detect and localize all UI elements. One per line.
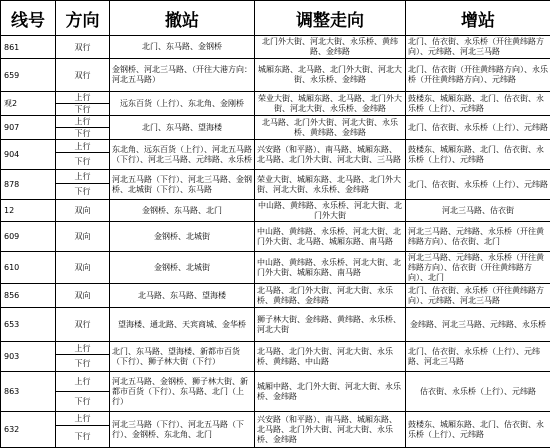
direction-up: 上行 xyxy=(56,116,110,128)
adjusted-route-text: 兴安路（和平路）、南马路、城厢东路、北马路、北门外大街、河北大街、永乐桥、金纬路 xyxy=(257,415,403,445)
removed-stops: 金钢桥、北城街 xyxy=(110,222,255,252)
route-number: 878 xyxy=(1,170,56,200)
removed-stops: 望海楼、通北路、天宾商城、金华桥 xyxy=(110,308,255,342)
removed-stops: 金钢桥、东马路、北门 xyxy=(110,200,255,222)
route-number: 610 xyxy=(1,252,56,284)
direction-up: 上行 xyxy=(56,372,110,392)
route-number: 904 xyxy=(1,140,56,170)
adjusted-route: 北马路、北门外大街、河北大街、永乐桥、黄纬路、金纬路 xyxy=(255,284,406,308)
added-stops: 河北三马路、元纬路、永乐桥（开往黄纬路方向）、估衣街（开往黄纬路方向）、北门 xyxy=(406,252,550,284)
added-stops: 北门、估衣街、永乐桥（上行）、元纬路 xyxy=(406,116,550,140)
removed-stops: 金钢桥、河北三马路、（开往大港方向：河北五马路） xyxy=(110,59,255,92)
removed-stops-text: 北门、东马路、望海楼、新都市百货（下行）、狮子林大街（下行） xyxy=(112,347,252,367)
removed-stops: 北门、东马路、金钢桥 xyxy=(110,36,255,59)
table-row xyxy=(1,412,550,426)
route-number: 观2 xyxy=(1,92,56,116)
direction: 双向 xyxy=(56,222,110,252)
added-stops: 河北三马路、估衣街 xyxy=(406,200,550,222)
removed-stops: 金钢桥、北城街 xyxy=(110,252,255,284)
header-removed: 撤站 xyxy=(110,1,255,36)
table-row xyxy=(1,284,550,308)
direction-up: 上行 xyxy=(56,92,110,104)
table-row xyxy=(1,252,550,284)
header-row xyxy=(1,1,550,36)
adjusted-route: 中山路、黄纬路、永乐桥、河北大街、北门外大街 xyxy=(255,200,406,222)
route-number: 12 xyxy=(1,200,56,222)
direction-down: 下行 xyxy=(56,355,110,372)
direction: 双向 xyxy=(56,252,110,284)
added-stops: 鼓楼东、城厢东路、北门、估衣街、永乐桥（上行）、元纬路 xyxy=(406,92,550,116)
table-row xyxy=(1,308,550,342)
adjusted-route: 狮子林大街、金纬路、黄纬路、永乐桥、河北大街 xyxy=(255,308,406,342)
added-stops: 河北三马路、元纬路、永乐桥（开往黄纬路方向）、估衣街、北门 xyxy=(406,222,550,252)
table-row xyxy=(1,170,550,184)
removed-stops: 河北三马路（下行）、河北五马路（下行）、金钢桥、东北角、北门 xyxy=(110,412,255,448)
added-stops: 鼓楼东、城厢东路、北门、估衣街、永乐桥（上行）、元纬路 xyxy=(406,412,550,448)
route-number: 856 xyxy=(1,284,56,308)
route-number: 609 xyxy=(1,222,56,252)
direction: 双向 xyxy=(56,284,110,308)
adjusted-route: 中山路、黄纬路、永乐桥、河北大街、北门外大街、北马路、城厢东路、南马路 xyxy=(255,222,406,252)
route-number: 907 xyxy=(1,116,56,140)
header-adjusted: 调整走向 xyxy=(255,1,406,36)
adjusted-route xyxy=(255,412,406,448)
direction-up: 上行 xyxy=(56,170,110,184)
added-stops: 北门、估衣街、永乐桥（上行）、元纬路、河北三马路 xyxy=(406,342,550,372)
removed-stops: 北马路、东马路、望海楼 xyxy=(110,284,255,308)
header-direction: 方向 xyxy=(56,1,110,36)
removed-stops xyxy=(110,140,255,170)
adjusted-route: 荣业大街、城厢东路、北马路、北门外大街、河北大街、永乐桥、金纬路 xyxy=(255,170,406,200)
route-number: 863 xyxy=(1,372,56,412)
direction-down: 下行 xyxy=(56,392,110,412)
table-row xyxy=(1,200,550,222)
added-stops: 金纬路、河北三马路、元纬路、永乐桥 xyxy=(406,308,550,342)
table-row xyxy=(1,116,550,128)
adjusted-route: 荣业大街、城厢东路、北马路、北门外大街、河北大街、永乐桥、金纬路 xyxy=(255,92,406,116)
table-row xyxy=(1,222,550,252)
direction-up: 上行 xyxy=(56,342,110,355)
added-stops: 鼓楼东、城厢东路、北门、估衣街、永乐桥（上行）、元纬路 xyxy=(406,140,550,170)
table-row xyxy=(1,59,550,92)
removed-stops: 河北五马路（下行）、河北三马路、金钢桥、北城街（下行）、东马路 xyxy=(110,170,255,200)
header-route: 线号 xyxy=(1,1,56,36)
table-row xyxy=(1,140,550,153)
adjusted-route: 北马路、北门外大街、河北大街、永乐桥、黄纬路、中山路 xyxy=(255,342,406,372)
route-number: 659 xyxy=(1,59,56,92)
adjusted-route: 北门外大街、河北大街、永乐桥、黄纬路、金纬路 xyxy=(255,36,406,59)
direction: 双向 xyxy=(56,200,110,222)
added-stops: 北门、估衣街（开往黄纬路方向）、永乐桥（开往黄纬路方向）、元纬路 xyxy=(406,59,550,92)
adjusted-route: 城厢东路、北马路、北门外大街、河北大街、永乐桥、金纬路 xyxy=(255,59,406,92)
added-stops: 北门、估衣街、永乐桥（开往黄纬路方向）、元纬路、河北三马路 xyxy=(406,284,550,308)
removed-stops: 远东百货（上行）、东北角、金刚桥 xyxy=(110,92,255,116)
direction-down: 下行 xyxy=(56,426,110,448)
table-row xyxy=(1,342,550,355)
adjusted-route: 城厢中路、北门外大街、河北大街、永乐桥、金纬路 xyxy=(255,372,406,412)
direction: 双行 xyxy=(56,308,110,342)
direction-down: 下行 xyxy=(56,128,110,140)
adjusted-route: 北马路、北门外大街、河北大街、永乐桥、黄纬路、金纬路 xyxy=(255,116,406,140)
removed-stops: 北门、东马路、望海楼 xyxy=(110,116,255,140)
route-number: 861 xyxy=(1,36,56,59)
removed-stops-text: 河北五马路、金钢桥、狮子林大街、新都市百货（下行）、东马路、北门（上行） xyxy=(112,377,252,407)
added-stops: 估衣街、永乐桥（上行）、元纬路 xyxy=(406,372,550,412)
direction-down: 下行 xyxy=(56,104,110,116)
removed-stops xyxy=(110,372,255,412)
adjusted-route xyxy=(255,140,406,170)
table-row xyxy=(1,92,550,104)
direction: 双行 xyxy=(56,59,110,92)
route-number: 903 xyxy=(1,342,56,372)
direction-down: 下行 xyxy=(56,153,110,170)
removed-stops xyxy=(110,342,255,372)
direction-down: 下行 xyxy=(56,184,110,200)
direction-up: 上行 xyxy=(56,140,110,153)
direction: 双行 xyxy=(56,36,110,59)
removed-stops-text: 东北角、远东百货（上行）、河北五马路（下行）、河北三马路、元纬路、永乐桥 xyxy=(112,145,252,165)
header-added: 增站 xyxy=(406,1,550,36)
route-number: 653 xyxy=(1,308,56,342)
route-number: 632 xyxy=(1,412,56,448)
direction-up: 上行 xyxy=(56,412,110,426)
adjusted-route-text: 兴安路（和平路）、南马路、城厢东路、北马路、北门外大街、河北大街、三马路 xyxy=(257,145,403,165)
adjusted-route: 中山路、黄纬路、永乐桥、河北大街、北门外大街、城厢东路、南马路 xyxy=(255,252,406,284)
added-stops: 北门、估衣街、永乐桥（上行）、元纬路 xyxy=(406,170,550,200)
table-row xyxy=(1,372,550,392)
added-stops: 北门、估衣街、永乐桥（开往黄纬路方向）、元纬路、河北三马路 xyxy=(406,36,550,59)
table-row xyxy=(1,36,550,59)
